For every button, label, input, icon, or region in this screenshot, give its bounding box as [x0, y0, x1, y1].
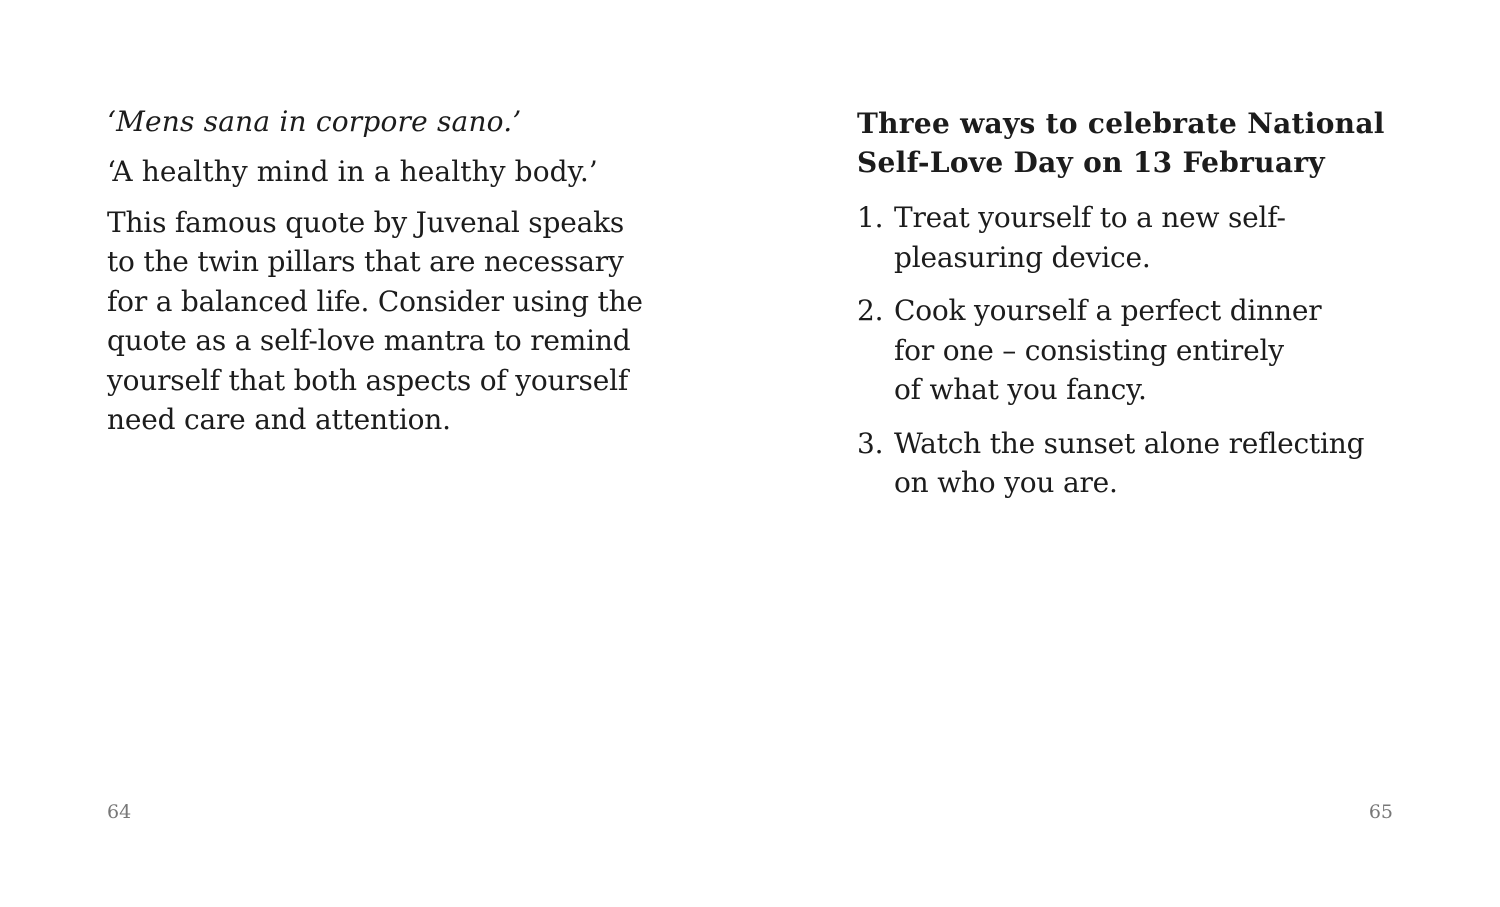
latin-quote: ‘Mens sana in corpore sano.’: [107, 105, 522, 138]
page-number-right: 65: [1368, 801, 1393, 823]
paragraph-line: need care and attention.: [107, 403, 451, 437]
list-item-line: Watch the sunset alone reflecting: [894, 426, 1365, 460]
paragraph-line: for a balanced life. Consider using the: [107, 284, 643, 318]
list-item-line: Treat yourself to a new self-: [894, 201, 1286, 234]
list-item-text: [894, 291, 1417, 410]
list-item-number: 3.: [857, 426, 884, 460]
paragraph-line: to the twin pillars that are necessary: [107, 245, 624, 279]
list-item-line: pleasuring device.: [894, 240, 1151, 274]
list-item-line: of what you fancy.: [894, 373, 1147, 406]
list-item-line: on who you are.: [894, 466, 1118, 499]
paragraph-line: This famous quote by Juvenal speaks: [107, 206, 625, 239]
quote-translation: ‘A healthy mind in a healthy body.’: [107, 155, 598, 188]
list-item: [857, 291, 1417, 410]
list-item-text: [894, 424, 1417, 503]
list-item-text: [894, 198, 1417, 277]
page-number-left: 64: [107, 801, 132, 823]
list-item-number: 1.: [857, 201, 884, 234]
paragraph-line: yourself that both aspects of yourself: [107, 363, 628, 397]
right-page: [750, 0, 1500, 907]
right-page-content: [857, 104, 1417, 517]
paragraph-line: quote as a self-love mantra to remind: [107, 324, 631, 358]
list-item: [857, 424, 1417, 503]
list-item-number: 2.: [857, 294, 884, 327]
ways-list: [857, 198, 1417, 503]
left-page-content: [107, 104, 647, 439]
heading-line: Self-Love Day on 13 February: [857, 146, 1325, 179]
quote-explanation-paragraph: [107, 203, 647, 439]
section-heading: [857, 104, 1417, 182]
heading-line: Three ways to celebrate National: [857, 107, 1385, 140]
list-item-line: Cook yourself a perfect dinner: [894, 294, 1322, 327]
list-item: [857, 198, 1417, 277]
list-item-line: for one – consisting entirely: [894, 333, 1284, 367]
